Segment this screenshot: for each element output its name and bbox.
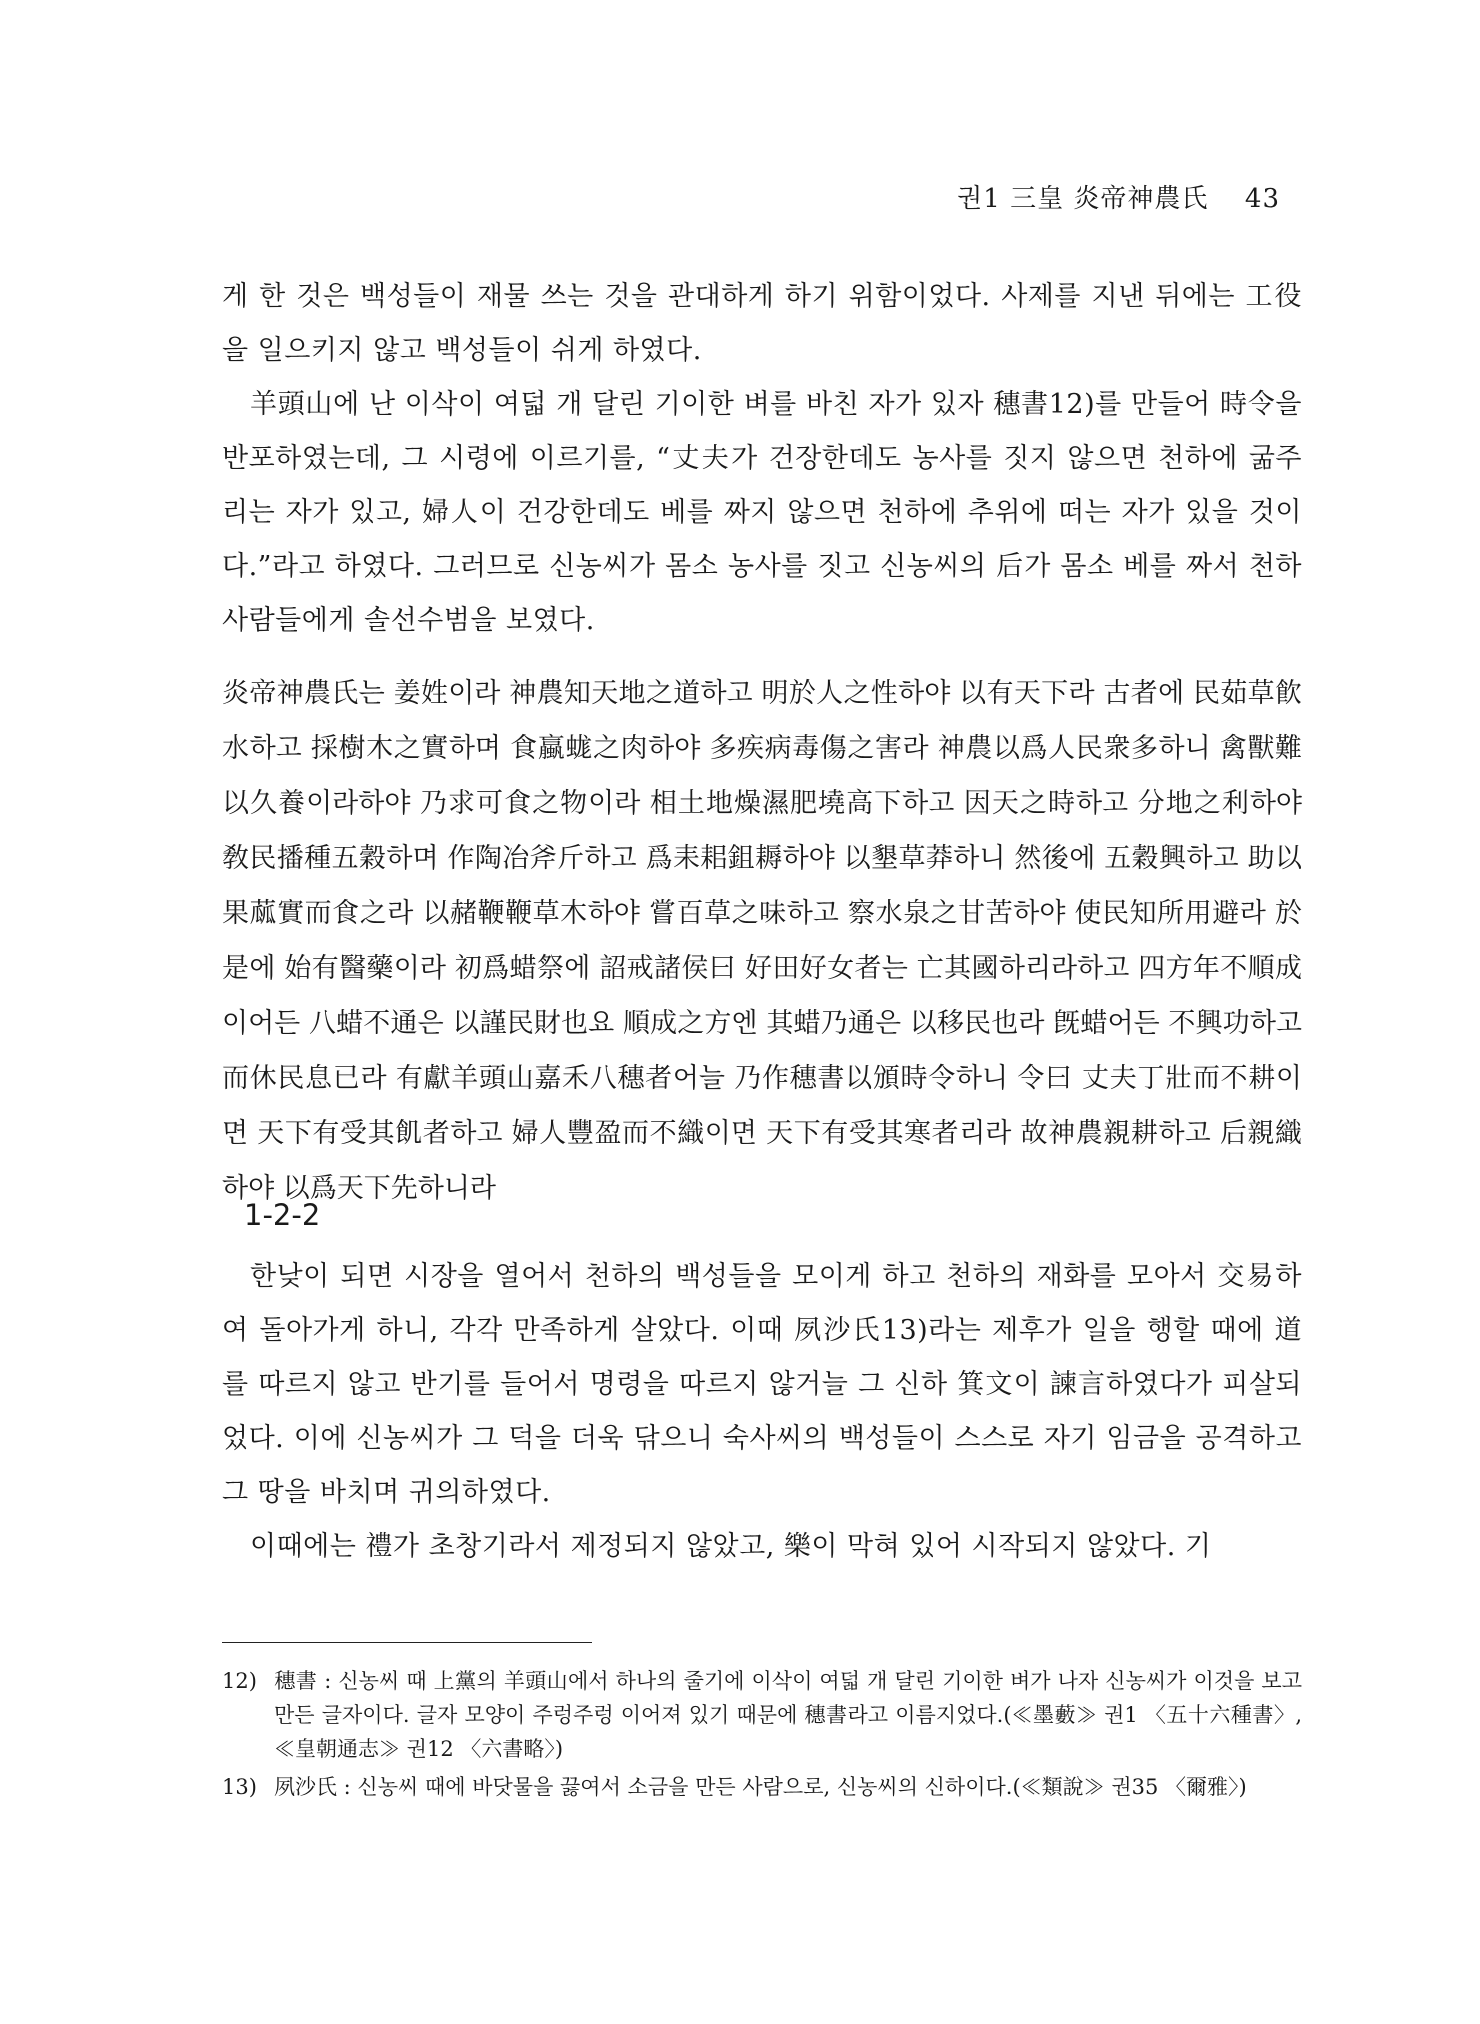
running-head-title: 권1 三皇 炎帝神農氏 (957, 184, 1209, 214)
footnote-12 (222, 1664, 1302, 1766)
running-header (957, 178, 1280, 215)
translation-paragraph-4: 이때에는 禮가 초창기라서 제정되지 않았고, 樂이 막혀 있어 시작되지 않았다. 기 (250, 1531, 1212, 1562)
footnote-divider (222, 1642, 592, 1643)
footnote-text: 夙沙氏 : 신농씨 때에 바닷물을 끓여서 소금을 만든 사람으로, 신농씨의 신하이다.(≪類說≫ 권35 〈爾雅〉) (274, 1775, 1247, 1799)
section-number: 1-2-2 (244, 1198, 321, 1232)
footnote-13 (222, 1770, 1302, 1804)
translation-paragraph-1: 게 한 것은 백성들이 재물 쓰는 것을 관대하게 하기 위함이었다. 사제를 지낸 뒤에는 工役을 일으키지 않고 백성들이 쉬게 하였다. (222, 281, 1302, 366)
section-1-body (222, 270, 1302, 1216)
translation-paragraph-2: 羊頭山에 난 이삭이 여덟 개 달린 기이한 벼를 바친 자가 있자 穗書12)를 만들어 時令을 반포하였는데, 그 시령에 이르기를, “丈夫가 건장한데도 농사를 짓지 않으면 천하에 굶주리는 자가 있고, 婦人이 건강한데도 베를 짜지 않으면 천하에 추위에 떠는 자가 있을 것이다.”라고 하였다. 그러므로 신농씨가 몸소 농사를 짓고 신농씨의 后가 몸소 베를 짜서 천하 사람들에게 솔선수범을 보였다. (222, 389, 1302, 636)
footnote-number: 12) (222, 1669, 257, 1693)
classical-chinese-text: 炎帝神農氏는 姜姓이라 神農知天地之道하고 明於人之性하야 以有天下라 古者에 民茹草飮水하고 採樹木之實하며 食蠃蛖之肉하야 多疾病毒傷之害라 神農以爲人民衆多하니 禽獸難以久養이라하야 乃求可食之物이라 相土地燥濕肥墝高下하고 因天之時하고 分地之利하야 敎民播種五穀하며 作陶冶斧斤하고 爲耒耜鉏耨하야 以墾草莽하니 然後에 五穀興하고 助以果蓏實而食之라 以赭鞭鞭草木하야 嘗百草之味하고 察水泉之甘苦하야 使民知所用避라 於是에 始有醫藥이라 初爲蜡祭에 詔戒諸侯曰 好田好女者는 亡其國하리라하고 四方年不順成이어든 八蜡不通은 以謹民財也요 順成之方엔 其蜡乃通은 以移民也라 旣蜡어든 不興功하고 而休民息已라 有獻羊頭山嘉禾八穗者어늘 乃作穗書以頒時令하니 令曰 丈夫丁壯而不耕이면 天下有受其飢者하고 婦人豐盈而不織이면 天下有受其寒者리라 故神農親耕하고 后親織하야 以爲天下先하니라 (222, 678, 1302, 1204)
footnote-number: 13) (222, 1775, 257, 1799)
footnote-text: 穗書 : 신농씨 때 上黨의 羊頭山에서 하나의 줄기에 이삭이 여덟 개 달린 기이한 벼가 나자 신농씨가 이것을 보고 만든 글자이다. 글자 모양이 주렁주렁 이어져 있기 때문에 穗書라고 이름지었다.(≪墨藪≫ 권1 〈五十六種書〉, ≪皇朝通志≫ 권12 〈六書略〉) (274, 1669, 1302, 1761)
section-2-body (222, 1250, 1302, 1574)
translation-paragraph-3: 한낮이 되면 시장을 열어서 천하의 백성들을 모이게 하고 천하의 재화를 모아서 交易하여 돌아가게 하니, 각각 만족하게 살았다. 이때 夙沙氏13)라는 제후가 일을 행할 때에 道를 따르지 않고 반기를 들어서 명령을 따르지 않거늘 그 신하 箕文이 諫言하였다가 피살되었다. 이에 신농씨가 그 덕을 더욱 닦으니 숙사씨의 백성들이 스스로 자기 임금을 공격하고 그 땅을 바치며 귀의하였다. (222, 1261, 1302, 1508)
page-number: 43 (1244, 184, 1280, 214)
footnotes (222, 1664, 1302, 1808)
